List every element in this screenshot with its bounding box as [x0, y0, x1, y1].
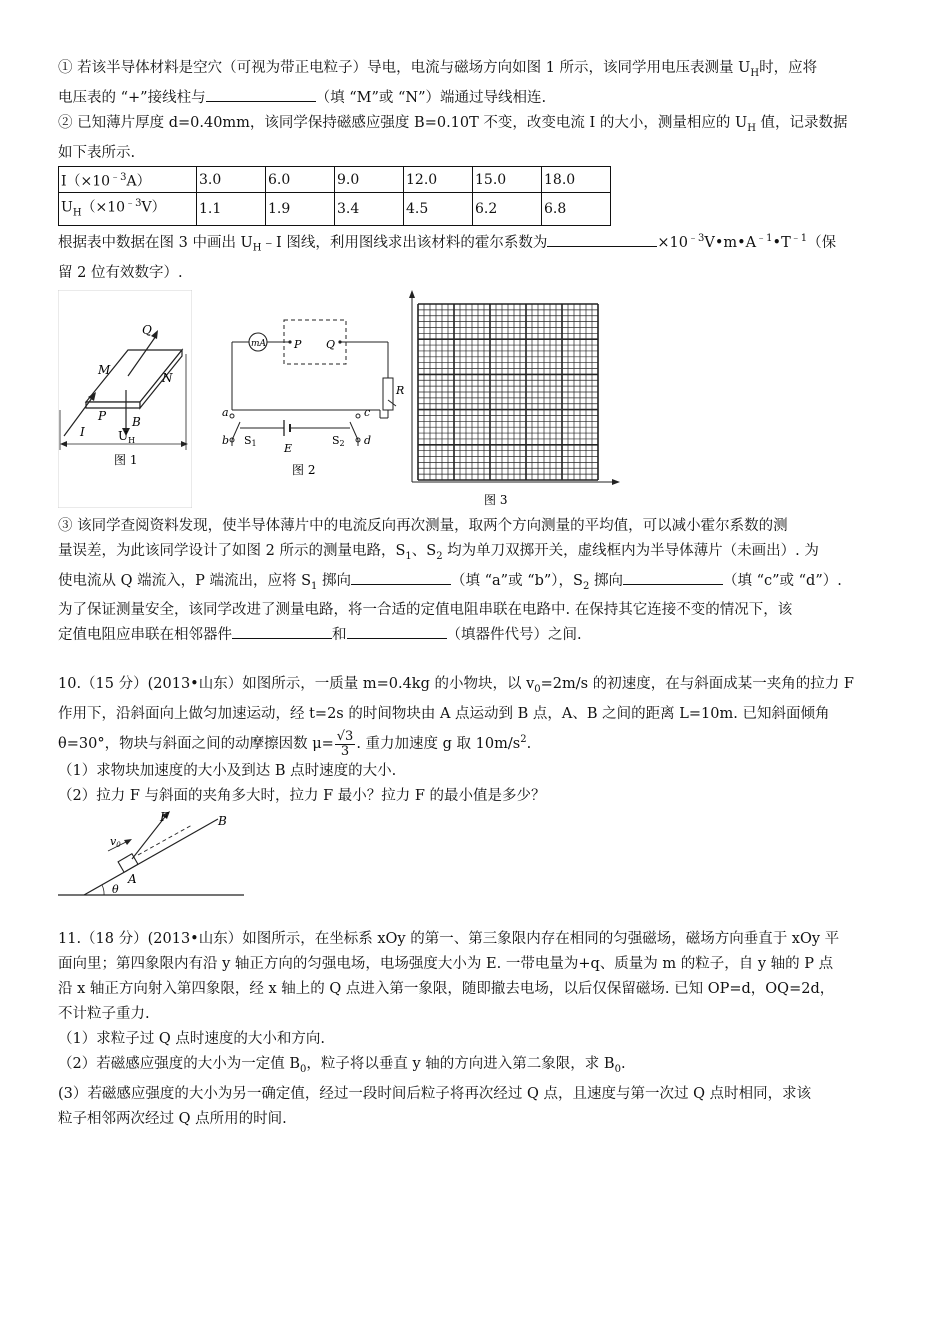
q10-label-A: A: [128, 871, 137, 886]
fig2-label-d: d: [364, 433, 372, 447]
fig2-label-R: R: [396, 383, 405, 397]
fig1-label-P: P: [98, 408, 107, 423]
figure-1-hall-plate: [58, 290, 192, 508]
figure-3-grid: [408, 290, 622, 508]
q10-stem: 10.（15 分）(2013•山东）如图所示，一质量 m=0.4kg 的小物块，以 $v_0=2m/s$ 的初速度，在与斜面成某一夹角的拉力 F 作用下，沿斜面向上做匀加速运动，经 t=2s 的时间物块由 A 点运动到 B 点，A、B 之间的距离 L=10m. 已知斜面倾角 θ=30°，物块与斜面之间的动摩擦因数 μ= $\frac{√3}{3}$ . 重力加速度 g 取 $10m/s^2$.: [58, 676, 854, 759]
table-cell: 1.1: [197, 193, 266, 225]
fig2-label-c: c: [364, 405, 371, 419]
q10-label-v0: v0: [110, 834, 121, 849]
q10-label-theta: θ: [112, 882, 119, 896]
q9-part2-question: 根据表中数据在图 3 中画出 $U_H﹣I$ 图线，利用图线求出该材料的霍尔系数为 $\times 10^{﹣3}V•m•A^{﹣1}•T^{﹣1}$（保 留 2 位有效数字）.: [58, 232, 837, 281]
fig1-label-Q: Q: [142, 322, 152, 337]
table-header-current: $I(\times 10^{﹣3}A)$: [59, 166, 197, 193]
figure-2-circuit: [218, 310, 408, 488]
q11-sub2: （2）若磁感应强度的大小为一定值 $B_0$，粒子将以垂直 y 轴的方向进入第二象限，求 $B_0$.: [58, 1055, 626, 1075]
answer-blank-hall-coefficient[interactable]: [547, 232, 657, 247]
fig2-label-E: E: [284, 441, 293, 455]
table-cell: 9.0: [335, 166, 404, 193]
table-cell: 12.0: [404, 166, 473, 193]
answer-blank-terminal[interactable]: [206, 87, 316, 102]
fig3-caption: 图 3: [484, 492, 508, 507]
q10-label-F: F: [160, 810, 169, 824]
q9-part1: ① 若该半导体材料是空穴（可视为带正电粒子）导电，电流与磁场方向如图 1 所示，该同学用电压表测量 $U_H$时，应将 电压表的 “+”接线柱与 （填 “M”或 “N”）端通过导线相连.: [58, 60, 818, 106]
fig1-label-B: B: [132, 414, 141, 429]
table-cell: 18.0: [542, 166, 611, 193]
q11-sub3: (3）若磁感应强度的大小为另一确定值，经过一段时间后粒子将再次经过 Q 点，且速度与第一次过 Q 点时相同，求该 粒子相邻两次经过 Q 点所用的时间.: [58, 1085, 812, 1127]
fig2-label-mA: mA: [251, 338, 267, 349]
q10-sub2: （2）拉力 F 与斜面的夹角多大时，拉力 F 最小？拉力 F 的最小值是多少？: [58, 787, 546, 804]
table-cell: 3.0: [197, 166, 266, 193]
table-cell: 15.0: [473, 166, 542, 193]
table-cell: 6.0: [266, 166, 335, 193]
fig2-label-a: a: [222, 405, 229, 419]
q9-part3: ③ 该同学查阅资料发现，使半导体薄片中的电流反向再次测量，取两个方向测量的平均值，可以减小霍尔系数的测 量误差，为此该同学设计了如图 2 所示的测量电路，$S_1$、$S_2$ 均为单刀双掷开关，虚线框内为半导体薄片（未画出）. 为 使电流从 Q 端流入，P 端流出，应将 $S_1$ 掷向 （填 “a”或 “b”），$S_2$ 掷向 （填 “c”或 “d”）. 为了保证测量安全，该同学改进了测量电路，将一合适的定值电阻串联在电路中. 在保持其它连接不变的情况下，该 定值电阻应串联在相邻器件 和 （填器件代号）之间.: [58, 517, 842, 644]
fig1-label-N: N: [162, 370, 173, 385]
q10-label-B: B: [218, 813, 227, 828]
table-cell: 3.4: [335, 193, 404, 225]
fig2-caption: 图 2: [292, 462, 316, 477]
fig1-caption: 图 1: [114, 452, 138, 467]
answer-blank-s2[interactable]: [623, 570, 723, 585]
fig2-label-P: P: [294, 337, 302, 351]
fig1-label-I: I: [80, 424, 85, 439]
data-table: [58, 166, 611, 226]
answer-blank-device-2[interactable]: [347, 624, 447, 639]
page: [58, 56, 894, 1132]
answer-blank-device-1[interactable]: [232, 624, 332, 639]
figures-row: [58, 290, 894, 508]
q11-sub1: （1）求粒子过 Q 点时速度的大小和方向.: [58, 1030, 325, 1047]
table-cell: 4.5: [404, 193, 473, 225]
table-cell: 6.8: [542, 193, 611, 225]
q11-stem: 11.（18 分）(2013•山东）如图所示，在坐标系 xOy 的第一、第三象限内存在相同的匀强磁场，磁场方向垂直于 xOy 平 面向里；第四象限内有沿 y 轴正方向的匀强电场，电场强度大小为 E. 一带电量为+q、质量为 m 的粒子，自 y 轴的 P 点 沿 x 轴正方向射入第四象限，经 x 轴上的 Q 点进入第一象限，随即撤去电场，以后仅保留磁场. 已知 OP=d，OQ=2d， 不计粒子重力.: [58, 930, 840, 1022]
fig1-label-UH: $U_H$: [118, 428, 136, 445]
fig2-label-Q: Q: [326, 337, 336, 351]
q9-part2: ② 已知薄片厚度 d=0.40mm，该同学保持磁感应强度 B=0.10T 不变，改变电流 I 的大小，测量相应的 $U_H$ 值，记录数据 如下表所示.: [58, 114, 848, 161]
q10-sub1: （1）求物块加速度的大小及到达 B 点时速度的大小.: [58, 762, 397, 779]
fig2-label-S2: S2: [332, 433, 345, 448]
table-row: [59, 193, 611, 225]
fig2-label-b: b: [222, 433, 230, 447]
fig3-gridlines: [418, 304, 598, 480]
answer-blank-s1[interactable]: [351, 570, 451, 585]
q10-incline-figure: [58, 811, 258, 903]
table-cell: 1.9: [266, 193, 335, 225]
table-row: [59, 166, 611, 193]
table-header-voltage: $U_H(\times 10^{﹣3}V)$: [59, 193, 197, 225]
table-cell: 6.2: [473, 193, 542, 225]
fig1-label-M: M: [98, 362, 111, 377]
fig2-label-S1: S1: [244, 433, 257, 448]
mu-fraction: $\frac{√3}{3}$: [336, 728, 354, 759]
